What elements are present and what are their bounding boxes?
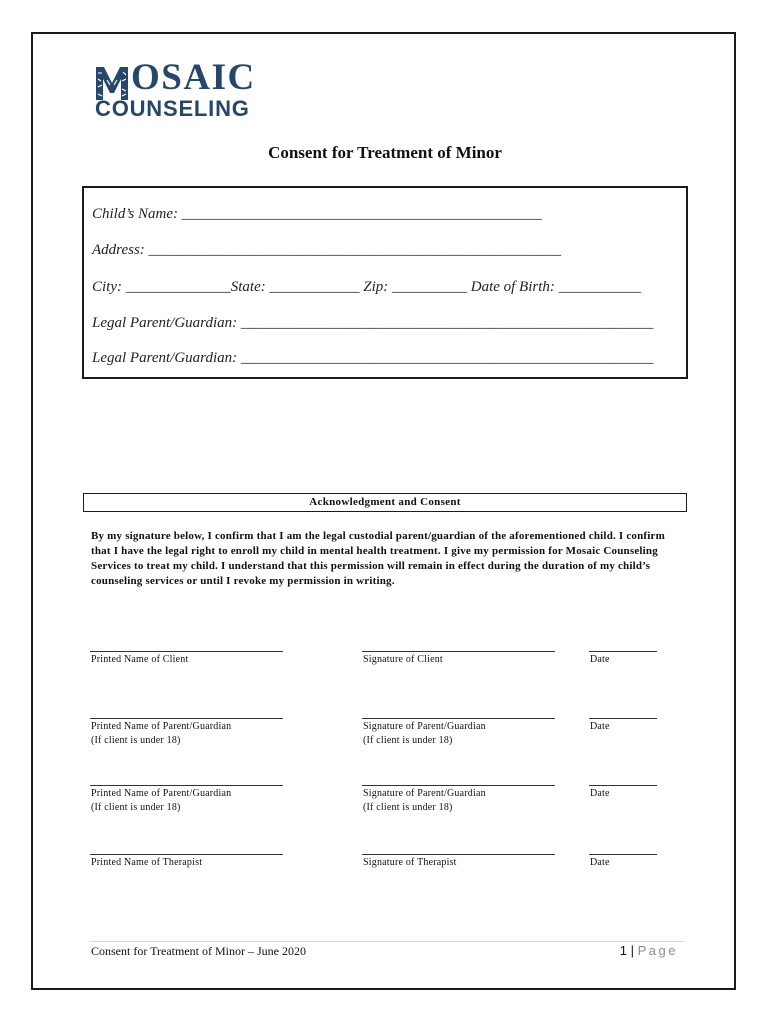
logo (95, 58, 256, 122)
date-line-1[interactable] (589, 651, 657, 652)
footer-page-number (620, 943, 678, 958)
printed-name-guardian-label-1: Printed Name of Parent/Guardian (91, 721, 232, 732)
footer-document-title: Consent for Treatment of Minor – June 2020 (91, 944, 306, 958)
signature-client-label: Signature of Client (363, 654, 443, 665)
signature-therapist-line[interactable] (362, 854, 555, 855)
date-label-3: Date (590, 788, 610, 799)
printed-name-guardian-note-2: (If client is under 18) (91, 802, 181, 813)
mosaic-m-logo-icon (95, 65, 129, 101)
legal-guardian-field-1[interactable]: Legal Parent/Guardian: _______________________________________________________ (92, 315, 654, 331)
printed-name-guardian-line-2[interactable] (90, 785, 283, 786)
printed-name-client-label: Printed Name of Client (91, 654, 189, 665)
printed-name-therapist-label: Printed Name of Therapist (91, 857, 203, 868)
page-word: Page (637, 943, 678, 958)
logo-word-osaic: OSAIC (131, 57, 256, 98)
page-number: 1 (619, 943, 627, 958)
logo-word-counseling: COUNSELING (95, 96, 250, 121)
consent-paragraph: By my signature below, I confirm that I am the legal custodial parent/guardian of the aforementioned child. I confirm that I have the legal right to enroll my child in mental health treatment. I give my permission for Mosaic Counseling Services to treat my child. I understand that this permission will remain in effect during the duration of my child’s counseling services or until I revoke my permission in writing. (91, 530, 666, 587)
signature-guardian-label-1: Signature of Parent/Guardian (363, 721, 486, 732)
signature-guardian-label-2: Signature of Parent/Guardian (363, 788, 486, 799)
acknowledgment-header: Acknowledgment and Consent (83, 493, 687, 512)
date-label-1: Date (590, 654, 610, 665)
date-label-2: Date (590, 721, 610, 732)
childs-name-field[interactable]: Child’s Name: ________________________________________________ (92, 206, 542, 222)
printed-name-guardian-line-1[interactable] (90, 718, 283, 719)
printed-name-therapist-line[interactable] (90, 854, 283, 855)
signature-client-line[interactable] (362, 651, 555, 652)
signature-guardian-line-2[interactable] (362, 785, 555, 786)
city-state-zip-dob-field[interactable]: City: ______________State: ____________ Zip: __________ Date of Birth: ___________ (92, 279, 642, 295)
date-line-4[interactable] (589, 854, 657, 855)
printed-name-client-line[interactable] (90, 651, 283, 652)
page-separator: | (630, 943, 634, 958)
signature-therapist-label: Signature of Therapist (363, 857, 457, 868)
date-line-3[interactable] (589, 785, 657, 786)
signature-guardian-note-1: (If client is under 18) (363, 735, 453, 746)
date-label-4: Date (590, 857, 610, 868)
signature-guardian-note-2: (If client is under 18) (363, 802, 453, 813)
child-info-box (82, 186, 688, 379)
address-field[interactable]: Address: _______________________________________________________ (92, 242, 562, 258)
printed-name-guardian-label-2: Printed Name of Parent/Guardian (91, 788, 232, 799)
page-title: Consent for Treatment of Minor (268, 143, 502, 162)
printed-name-guardian-note-1: (If client is under 18) (91, 735, 181, 746)
signature-guardian-line-1[interactable] (362, 718, 555, 719)
date-line-2[interactable] (589, 718, 657, 719)
legal-guardian-field-2[interactable]: Legal Parent/Guardian: _______________________________________________________ (92, 350, 654, 366)
footer-divider (90, 941, 684, 942)
